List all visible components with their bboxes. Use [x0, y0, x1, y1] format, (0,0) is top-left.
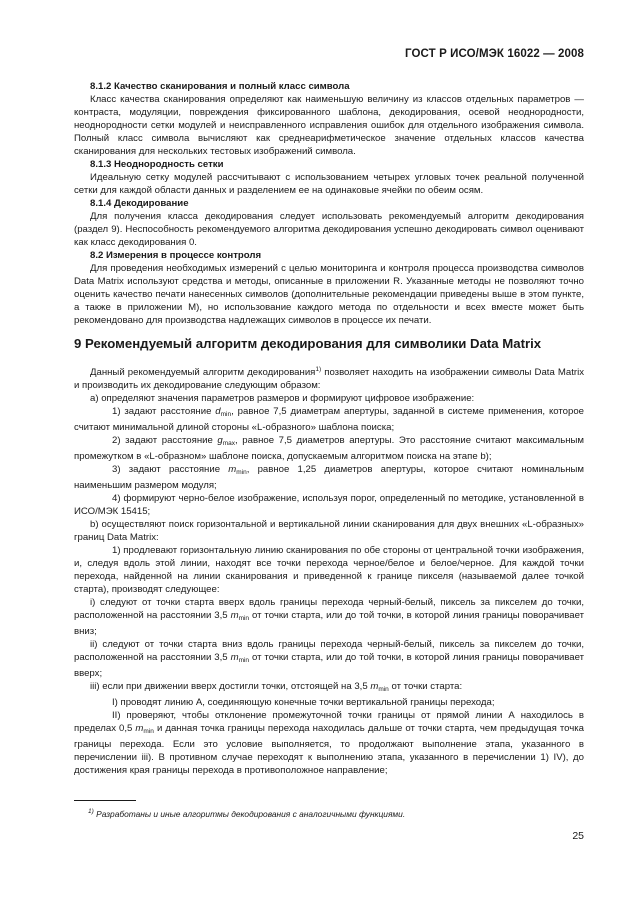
- footnote-mark: 1): [88, 808, 94, 815]
- footnote: [74, 808, 598, 819]
- list-item-b-ii: ii) следуют от точки старта вниз вдоль границы перехода черный-белый, пиксель за пикселем до точки, расположенной на расстоянии 3,5 $m_{min}$ от точки старта, или до той точки, в которой линия границы поворачивает вверх;: [74, 639, 584, 679]
- heading-8-2: 8.2 Измерения в процессе контроля: [90, 250, 262, 261]
- list-item-b: b) осуществляют поиск горизонтальной и вертикальной линии сканирования для двух внешних «L-образных» границ Data Matrix:: [74, 519, 584, 543]
- heading-8-1-3: 8.1.3 Неоднородность сетки: [90, 159, 224, 170]
- footnote-divider: [74, 800, 136, 801]
- paragraph-8-1-3: Идеальную сетку модулей рассчитывают с использованием четырех угловых точек реальной полученной сетки для каждой области данных и разделением ее на одинаковые ячейки по обеим осям.: [74, 172, 584, 196]
- list-item-b-iii: iii) если при движении вверх достигли точки, отстоящей на 3,5 $m_{min}$ от точки старта:: [90, 681, 463, 693]
- heading-8-1-4: 8.1.4 Декодирование: [90, 198, 189, 209]
- paragraph-8-2: Для проведения необходимых измерений с целью мониторинга и контроля процесса производства символов Data Matrix используют средства и методы, описанные в приложении R. Указанные методы не позволяют точно оценить качество печати нанесенных символов (дополнительные рекомендации приведены выше в этом пункте, а также в приложении М), но использование каждого метода по отдельности и всех вместе может быть рекомендовано для производства надлежащих символов в процессе их печати.: [74, 263, 584, 326]
- document-header: ГОСТ Р ИСО/МЭК 16022 — 2008: [405, 48, 584, 60]
- footnote-text: Разработаны и иные алгоритмы декодирования с аналогичными функциями.: [96, 809, 406, 819]
- list-item-b-i: i) следуют от точки старта вверх вдоль границы перехода черный-белый, пиксель за пикселем до точки, расположенной на расстоянии 3,5 $m_{min}$ от точки старта, или до той точки, в которой линия границы поворачивает вниз;: [74, 597, 584, 637]
- paragraph-9-intro: [74, 363, 584, 392]
- list-item-a: а) определяют значения параметров размеров и формируют цифровое изображение:: [90, 393, 475, 404]
- list-item-a4: 4) формируют черно-белое изображение, используя порог, определенный по методике, установленной в ИСО/МЭК 15415;: [74, 493, 584, 517]
- list-item-a3: 3) задают расстояние $m_{min}$, равное 1,25 диаметров апертуры, которое считают номинальным наименьшим размером модуля;: [74, 464, 584, 491]
- heading-8-1-2: 8.1.2 Качество сканирования и полный класс символа: [90, 81, 350, 92]
- list-item-b-II: II) проверяют, чтобы отклонение промежуточной точки границы от прямой линии А находилось в пределах 0,5 $m_{min}$ и данная точка границы перехода находилась дальше от точки старта, чем предыдущая точка границы перехода. Если это условие выполняется, то продолжают выполнение этапа, указанного в перечислении iii). В противном случае переходят к выполнению этапа, указанного в перечислении 1) IV), до достижения края границы перехода в противоположное направление;: [74, 710, 584, 776]
- page-number: 25: [572, 830, 584, 842]
- list-item-b1: 1) продлевают горизонтальную линию сканирования по обе стороны от центральной точки изображения, и, следуя вдоль этой линии, находят все точки перехода черное/белое и белое/черное. Для каждой точки перехода, найденной на линии сканирования и приведенной к границе пикселя (называемой далее точкой старта), производят следующее:: [74, 545, 584, 595]
- intro-text-a: Данный рекомендуемый алгоритм декодирования: [90, 367, 316, 378]
- paragraph-8-1-4: Для получения класса декодирования следует использовать рекомендуемый алгоритм декодирования (раздел 9). Неспособность рекомендуемого алгоритма декодирования успешно декодировать символ оценивают как класс декодирования 0.: [74, 211, 584, 248]
- list-item-b-I: I) проводят линию А, соединяющую конечные точки вертикальной границы перехода;: [112, 697, 495, 708]
- footnote-reference: 1): [315, 366, 322, 373]
- list-item-a2: 2) задают расстояние $g_{max}$, равное 7,5 диаметров апертуры. Это расстояние считают максимальным промежутком в «L-образном» шаблоне поиска, допускаемым алгоритмом поиска на этапе b);: [74, 435, 584, 462]
- page-body: [74, 80, 584, 777]
- paragraph-8-1-2: Класс качества сканирования определяют как наименьшую величину из классов отдельных параметров — контраста, модуляции, повреждения фиксированного шаблона, декодирования, осевой неоднородности, неоднородности сетки модулей и неисправленного исправления ошибок для отдельного изображения символа. Полный класс символа вычисляют как среднеарифметическое значение отдельных классов качества сканирования для нескольких тестовых изображений символа.: [74, 94, 584, 157]
- heading-section-9: 9 Рекомендуемый алгоритм декодирования для символики Data Matrix: [74, 336, 542, 351]
- list-item-a1: 1) задают расстояние $d_{min}$, равное 7,5 диаметрам апертуры, заданной в системе применения, которое считают минимальной длиной стороны «L-образного» шаблона поиска;: [74, 406, 584, 433]
- intro-text-b: позволяет находить на изображении символы Data Matrix и производить их декодирование следующим образом:: [74, 367, 584, 391]
